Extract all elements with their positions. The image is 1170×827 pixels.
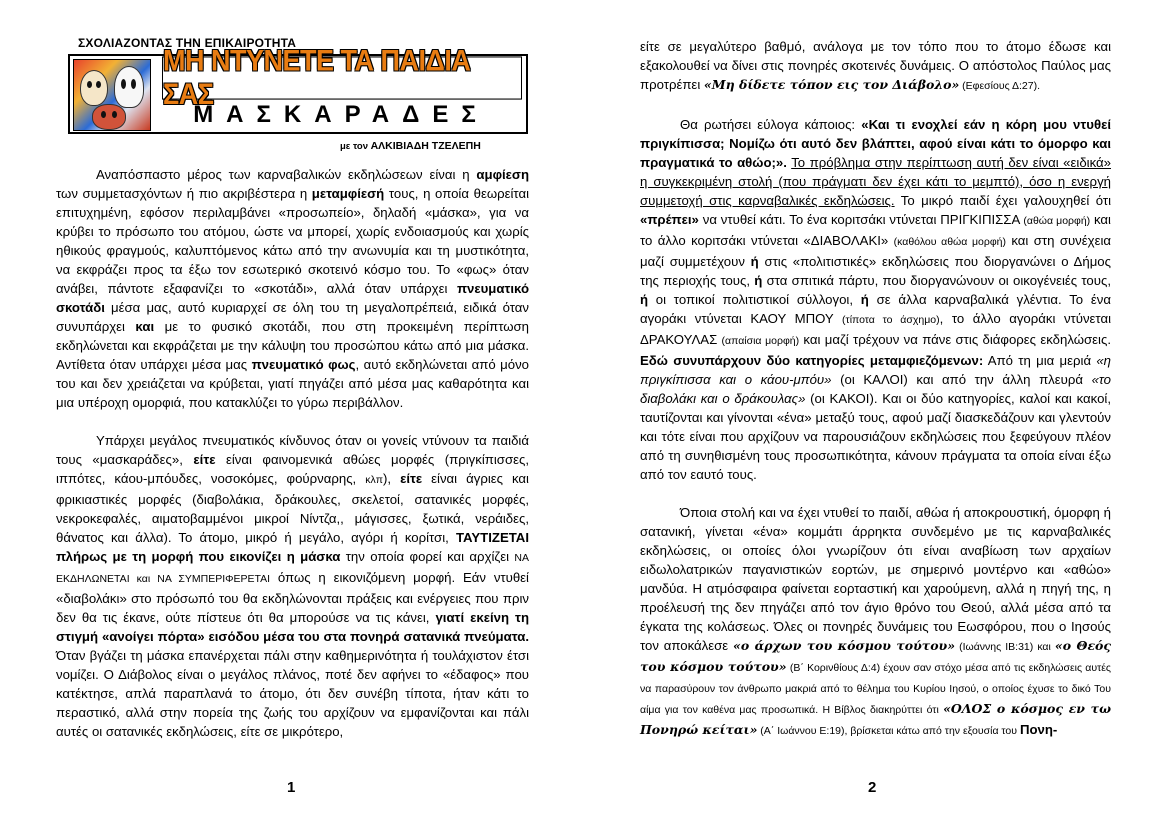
mask-face-1 <box>80 70 108 106</box>
column-kicker: ΣΧΟΛΙΑΖΟΝΤΑΣ ΤΗΝ ΕΠΙΚΑΙΡΟΤΗΤΑ <box>78 36 297 50</box>
article-subtitle: ΜΑΣΚΑΡΑΔΕΣ <box>193 101 489 128</box>
mask-face-3 <box>92 104 126 130</box>
right-paragraph-0: είτε σε μεγαλύτερο βαθμό, ανάλογα με τον τόπο που το άτομο έδωσε και εξακολουθεί να δίνει στις πονηρές σκοτεινές δυνάμεις. Ο απόστολος Παύλος μας προτρέπει «Μη δίδετε τόπον εις τον Διάβολο» (Εφεσίους Δ:27). <box>640 39 1111 92</box>
article-header-box <box>68 44 528 134</box>
mask-face-2 <box>114 66 144 108</box>
left-paragraph-1: Αναπόσπαστο μέρος των καρναβαλικών εκδηλώσεων είναι η αμφίεση των συμμετασχόντων ή πιο ακριβέστερα η μεταμφίεσή τους, η οποία θεωρείται επιτυχημένη, εφόσον περιλαμβάνει «προσωπείο», δηλαδή «μάσκα», για να κρύβει το πρόσωπο του ατόμου, ώστε να μπορεί, χωρίς ενδοιασμούς και χωρίς ηθικούς φραγμούς, καλυπτόμενος κάτω από την ανωνυμία και τη μυστικότητα, να εκφράζει προς τα έξω τον εσωτερικό σκοτεινό κόσμο του. Το «φως» όταν ανάβει, πάντοτε εξαφανίζει το «σκοτάδι», αλλά όταν υπάρχει πνευματικό σκοτάδι μέσα μας, αυτό κυριαρχεί σε όλη του τη μεγαλοπρέπειά, ειδικά όταν συνυπάρχει και με το φυσικό σκοτάδι, που στη προκειμένη περίπτωση εκδηλώνεται και εκφράζεται με την κάλυψη του προσώπου κάτω από μια μάσκα. Αντίθετα όταν υπάρχει μέσα μας πνευματικό φως, αυτό εκδηλώνεται από μόνο του και δεν χρειάζεται να κρύβεται, γιατί πηγάζει από μέσα μας καθαρότητα και μια υπέροχη ομορφιά, που κατακλύζει το γύρω περιβάλλον. <box>56 167 530 410</box>
carnival-masks-photo <box>73 59 151 131</box>
left-paragraph-2: Υπάρχει μεγάλος πνευματικός κίνδυνος όταν οι γονείς ντύνουν τα παιδιά τους «μασκαράδες», είτε είναι φαινομενικά αθώες μορφές (πριγκίπισσες, ιππότες, κάου-μπόυδες, νοσοκόμες, φούρναρης, κλπ), είτε είναι άγριες και φρικιαστικές μορφές (διαβολάκια, δράκουλες, σκελετοί, σατανικές μορφές, νεκροκεφαλές, αιματοβαμμένοι μικροί Νίντζα,, μάγισσες, ξωτικά, νεράιδες, θάνατος και άλλα). Το άτομο, μικρό ή μεγάλο, αγόρι ή κορίτσι, ΤΑΥΤΙΖΕΤΑΙ πλήρως με τη μορφή που εικονίζει η μάσκα την οποία φορεί και αρχίζει ΝΑ ΕΚΔΗΛΩΝΕΤΑΙ και ΝΑ ΣΥΜΠΕΡΙΦΕΡΕΤΑΙ όπως η εικονιζόμενη μορφή. Εάν ντυθεί «διαβολάκι» στο πρόσωπό του θα εκδηλώνονται πράξεις και ενέργειες που πριν δεν θα τις έκανε, ούτε πίστευε ότι θα μπορούσε να τις κάνει, γιατί εκείνη τη στιγμή «ανοίγει πόρτα» εισόδου μέσα του στα πονηρά σατανικά πνεύματα. Όταν βγάζει τη μάσκα επανέρχεται πάλι στην καθημερινότητα ή τουλάχιστον έτσι νομίζει. Ο Διάβολος είναι ο μεγάλος πλάνος, ποτέ δεν αφήνει το «έδαφος» που κατέκτησε, απλά παραπλανά το άτομο, ότι δεν συνέβη τίποτα, ήταν κάτι το περαστικό, αλλά στην πορεία της ζωής του αρχίζουν να εμφανίζονται και πάλι αυτές οι σατανικές εκδηλώσεις, είτε σε μικρότερο, <box>56 433 529 739</box>
page-number-right: 2 <box>868 779 877 796</box>
left-column <box>56 165 529 741</box>
author-byline <box>340 140 481 152</box>
author-prefix: με τον <box>340 141 369 152</box>
article-title: ΜΗ ΝΤΥΝΕΤΕ ΤΑ ΠΑΙΔΙΑ ΣΑΣ <box>162 56 522 99</box>
right-paragraph-2: Όποια στολή και να έχει ντυθεί το παιδί, αθώα ή αποκρουστική, όμορφη ή σατανική, γίνεται «ένα» κομμάτι άρρηκτα συνδεμένο με τις καρναβαλικές εκδηλώσεις, οι οποίες όλοι γνωρίζουν ότι είναι αναβίωση των αρχαίων ειδωλολατρικών παγανιστικών εορτών, με σημερινό μοντέρνο και «αθώο» μανδύα. Η ατμόσφαιρα φαίνεται εορταστική και χαρούμενη, αλλά η πηγή της, η προέλευσή της δεν πηγάζει από τον άγιο θρόνο του Θεού, αλλά μέσα από τα έγκατα της κολάσεως. Όλες οι πονηρές δυνάμεις του Εωσφόρου, που ο Ιησούς τον αποκάλεσε «ο άρχων του κόσμου τούτου» (Ιωάννης ΙΒ:31) και «ο Θεός του κόσμου τούτου» (Β΄ Κορινθίους Δ:4) έχουν σαν στόχο μέσα από τις εκδηλώσεις αυτές να παρασύρουν τον άνθρωπο μακριά από το θέλημα του Κυρίου Ιησού, ο οποίος έχυσε το δικό Του αίμα για τον καθένα μας προσωπικά. Η Βίβλος διακηρύττει ότι «ΟΛΟΣ ο κόσμος εν τω Πονηρώ κείται» (Α΄ Ιωάννου Ε:19), βρίσκεται κάτω από την εξουσία του Πονη- <box>640 505 1111 737</box>
right-paragraph-1: Θα ρωτήσει εύλογα κάποιος: «Και τι ενοχλεί εάν η κόρη μου ντυθεί πριγκίπισσα; Νομίζω ότι αυτό δεν βλάπτει, αφού είναι κάτι το όμορφο και πραγματικά το αθώο;». Το πρόβλημα στην περίπτωση αυτή δεν είναι «ειδικά» η συγκεκριμένη στολή (που πράγματι δεν έχει κάτι το μεμπτό), όσο η ενεργή συμμετοχή στις καρναβαλικές εκδηλώσεις. Το μικρό παιδί έχει γαλουχηθεί ότι «πρέπει» να ντυθεί κάτι. Το ένα κοριτσάκι ντύνεται ΠΡΙΓΚΙΠΙΣΣΑ (αθώα μορφή) και το άλλο κοριτσάκι ντύνεται «ΔΙΑΒΟΛΑΚΙ» (καθόλου αθώα μορφή) και στη συνέχεια μαζί συμμετέχουν ή στις «πολιτιστικές» εκδηλώσεις που διοργανώνει ο Δήμος της περιοχής τους, ή στα σπιτικά πάρτυ, που διοργανώνουν οι οικογένειές τους, ή οι τοπικοί πολιτιστικοί σύλλογοι, ή σε άλλα καρναβαλικά γλέντια. Το ένα αγοράκι ντύνεται ΚΑΟΥ ΜΠΟΥ (τίποτα το άσχημο), το άλλο αγοράκι ντύνεται ΔΡΑΚΟΥΛΑΣ (απαίσια μορφή) και μαζί τρέχουν να πάνε στις διάφορες εκδηλώσεις. Εδώ συνυπάρχουν δύο κατηγορίες μεταμφιεζόμενων: Από τη μια μεριά «η πριγκίπισσα και ο κάου-μπόυ» (οι ΚΑΛΟΙ) και από την άλλη πλευρά «το διαβολάκι και ο δράκουλας» (οι ΚΑΚΟΙ). Και οι δύο κατηγορίες, καλοί και κακοί, ταυτίζονται και γίνονται «ένα» μεταξύ τους, αφού μαζί διασκεδάζουν και γλεντούν και τότε είναι που αρχίζουν να παρουσιάζουν εκδηλώσεις που ξεφεύγουν πλέον από τη συνηθισμένη τους προσωπικότητα, κάνουν πράγματα τα οποία είναι έξω από τον εαυτό τους. <box>640 117 1112 482</box>
author-name: ΑΛΚΙΒΙΑΔΗ ΤΖΕΛΕΠΗ <box>370 140 481 152</box>
right-column <box>640 37 1111 741</box>
page-number-left: 1 <box>287 779 296 796</box>
